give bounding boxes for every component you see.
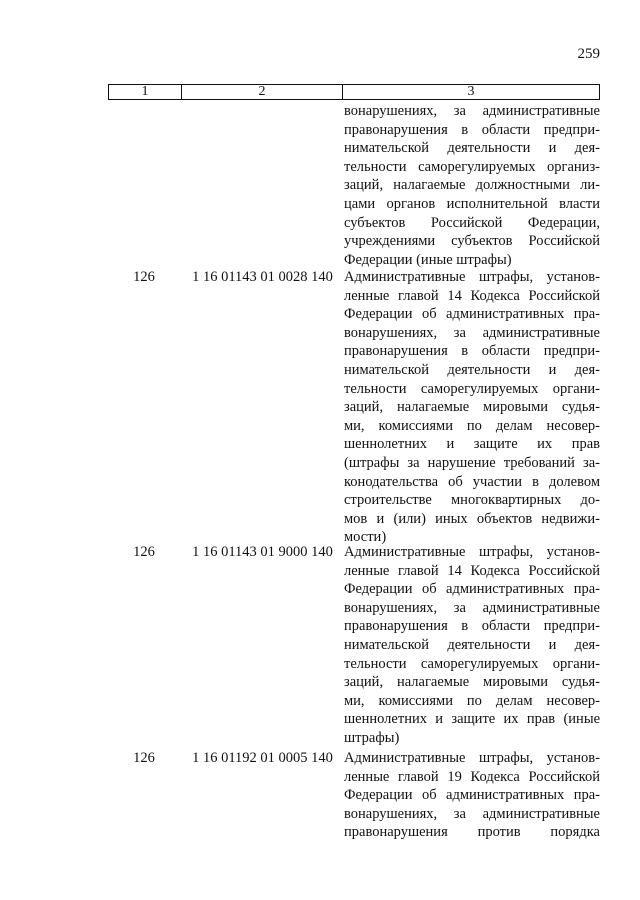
table-header: [108, 84, 600, 100]
row-description: [344, 543, 600, 748]
text-line: заций, налагаемые мировыми судья-: [344, 674, 600, 691]
text-line: вонарушениях, за административные: [344, 103, 600, 119]
text-line: субъектов Российской Федерации,: [344, 214, 600, 231]
text-line: мости): [344, 529, 387, 546]
text-line: вонарушениях, за административные: [344, 324, 600, 341]
text-line: цами органов исполнительной власти: [344, 195, 600, 212]
header-col-1: 1: [109, 85, 182, 99]
text-line: ленные главой 14 Кодекса Российской: [344, 287, 600, 304]
row-number: 126: [133, 750, 155, 766]
text-line: учреждениями субъектов Российской: [344, 233, 600, 250]
row-code: 1 16 01143 01 0028 140: [192, 269, 333, 285]
row-number: 126: [133, 544, 155, 560]
text-line: Федерации об административных пра-: [344, 787, 600, 804]
text-line: заций, налагаемые должностными ли-: [344, 177, 600, 194]
text-line: Федерации об административных пра-: [344, 306, 600, 323]
text-line: шеннолетних и защите их прав: [344, 436, 600, 453]
text-line: Федерации об административных пра-: [344, 581, 600, 598]
text-line: вонарушениях, за административные: [344, 805, 600, 822]
text-line: правонарушения в области предпри-: [344, 121, 600, 138]
row-description: [344, 102, 600, 269]
text-line: ленные главой 14 Кодекса Российской: [344, 562, 600, 579]
header-col-3: 3: [467, 84, 475, 99]
text-line: заций, налагаемые мировыми судья-: [344, 399, 600, 416]
text-line: тельности саморегулируемых организ-: [344, 158, 600, 175]
text-line: Административные штрафы, установ-: [344, 750, 600, 766]
text-line: мов и (или) иных объектов недвижи-: [344, 510, 600, 527]
row-number: 126: [133, 269, 155, 285]
row-description: [344, 749, 600, 842]
row-code: 1 16 01143 01 9000 140: [192, 544, 333, 560]
text-line: Административные штрафы, установ-: [344, 269, 600, 285]
text-line: правонарушения против порядка: [344, 824, 600, 841]
text-line: нимательской деятельности и дея-: [344, 636, 600, 653]
text-line: Федерации (иные штрафы): [344, 251, 512, 268]
text-line: ми, комиссиями по делам несовер-: [344, 417, 600, 434]
text-line: ми, комиссиями по делам несовер-: [344, 692, 600, 709]
page-number: 259: [577, 46, 600, 62]
text-line: штрафы): [344, 729, 400, 746]
header-col-2: 2: [182, 85, 343, 99]
text-line: ленные главой 19 Кодекса Российской: [344, 768, 600, 785]
text-line: нимательской деятельности и дея-: [344, 361, 600, 378]
row-description: [344, 268, 600, 547]
text-line: строительстве многоквартирных до-: [344, 492, 600, 509]
text-line: конодательства об участии в долевом: [344, 473, 600, 490]
text-line: нимательской деятельности и дея-: [344, 140, 600, 157]
text-line: правонарушения в области предпри-: [344, 618, 600, 635]
text-line: правонарушения в области предпри-: [344, 343, 600, 360]
row-code: 1 16 01192 01 0005 140: [192, 750, 333, 766]
text-line: Административные штрафы, установ-: [344, 544, 600, 560]
text-line: тельности саморегулируемых органи-: [344, 380, 600, 397]
text-line: шеннолетних и защите их прав (иные: [344, 711, 600, 728]
text-line: тельности саморегулируемых органи-: [344, 655, 600, 672]
text-line: вонарушениях, за административные: [344, 599, 600, 616]
text-line: (штрафы за нарушение требований за-: [344, 454, 600, 471]
